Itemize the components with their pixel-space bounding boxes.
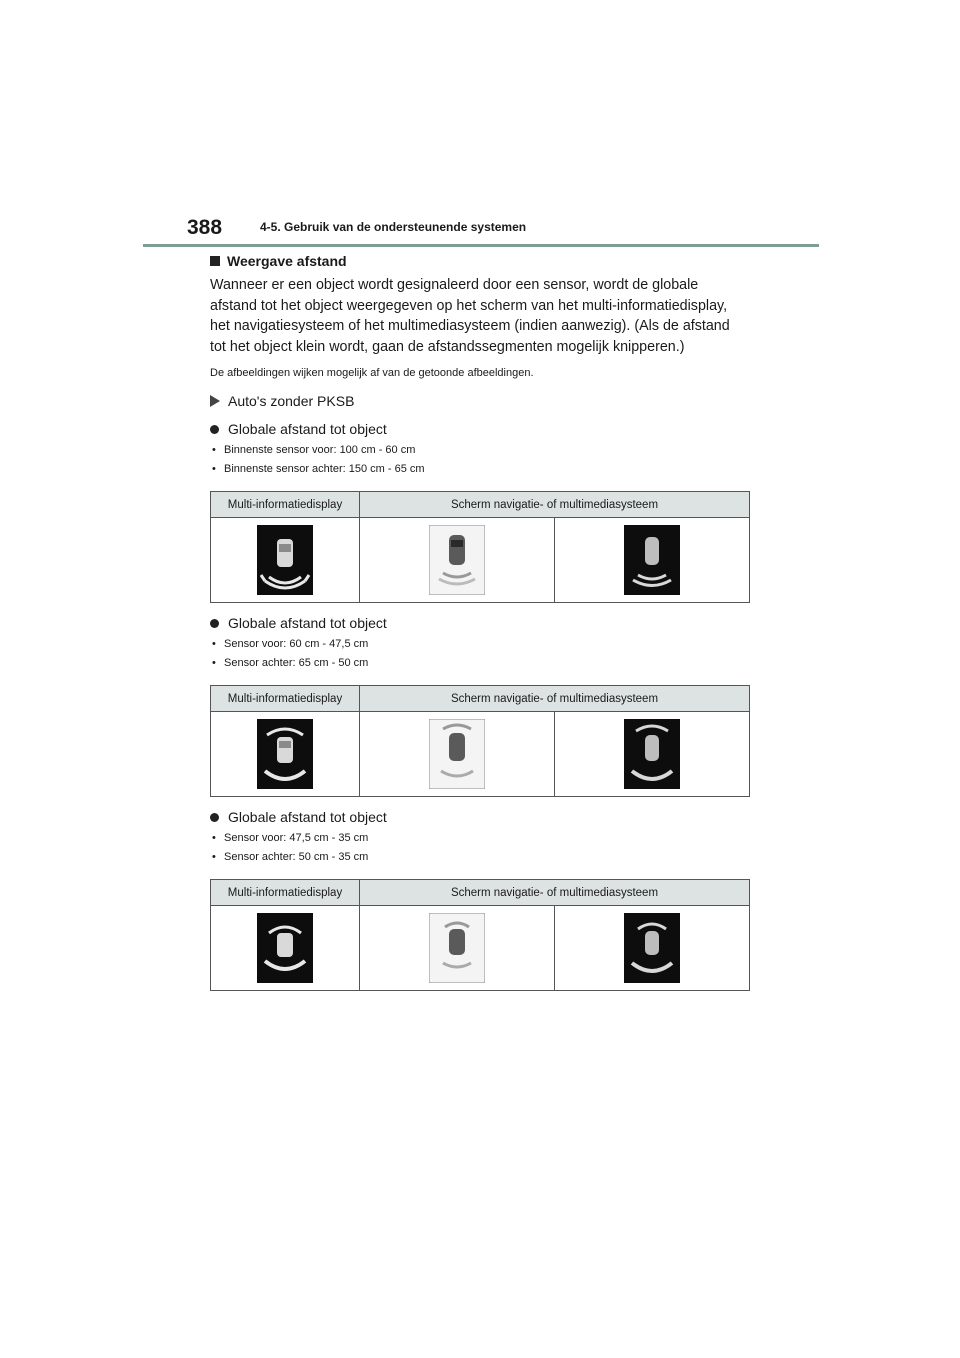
- navigation-cell-dark: [555, 712, 750, 797]
- range-item: • Binnenste sensor achter: 150 cm - 65 cm: [212, 463, 425, 475]
- header-navigation: Scherm navigatie- of multimediasysteem: [360, 880, 750, 906]
- intro-line: afstand tot het object weergegeven op het scherm van het multi-informatiedisplay,: [210, 297, 728, 314]
- range-item: • Sensor voor: 60 cm - 47,5 cm: [212, 638, 369, 650]
- display-table: [210, 685, 750, 797]
- group-heading: [210, 421, 770, 437]
- display-table: [210, 491, 750, 603]
- range-item: • Sensor achter: 50 cm - 35 cm: [212, 851, 369, 863]
- range-item: • Sensor voor: 47,5 cm - 35 cm: [212, 832, 369, 844]
- range-text: Sensor voor: 47,5 cm - 35 cm: [224, 832, 369, 844]
- multi-info-cell: [211, 518, 360, 603]
- intro-line: Wanneer er een object wordt gesignaleerd door een sensor, wordt de globale: [210, 277, 699, 293]
- navigation-display-image: [429, 719, 485, 789]
- header-navigation: Scherm navigatie- of multimediasysteem: [360, 686, 750, 712]
- main-content: [210, 253, 770, 991]
- navigation-display-image: [429, 525, 485, 595]
- intro-line: het navigatiesysteem of het multimediasysteem (indien aanwezig). (Als de afstand: [210, 318, 730, 334]
- intro-line: tot het object klein wordt, gaan de afstandssegmenten mogelijk knipperen.): [210, 338, 685, 355]
- header-navigation: Scherm navigatie- of multimediasysteem: [360, 492, 750, 518]
- page-header: [143, 212, 819, 244]
- variant-heading: [210, 393, 770, 409]
- round-bullet-icon: [210, 813, 219, 822]
- page-number: 388: [187, 216, 223, 239]
- navigation-cell-light: [360, 712, 555, 797]
- square-bullet-icon: [210, 256, 220, 266]
- navigation-cell-dark: [555, 518, 750, 603]
- group-title: Globale afstand tot object: [228, 809, 387, 825]
- multi-info-cell: [211, 906, 360, 991]
- group-title: Globale afstand tot object: [228, 421, 387, 437]
- header-multi-info: Multi-informatiedisplay: [211, 492, 360, 518]
- arrow-right-icon: [210, 395, 220, 407]
- round-bullet-icon: [210, 619, 219, 628]
- navigation-display-image: [429, 913, 485, 983]
- header-multi-info: Multi-informatiedisplay: [211, 686, 360, 712]
- multi-info-display-image: [257, 525, 313, 595]
- navigation-display-image: [624, 719, 680, 789]
- multi-info-display-image: [257, 913, 313, 983]
- navigation-cell-dark: [555, 906, 750, 991]
- navigation-cell-light: [360, 906, 555, 991]
- navigation-display-image: [624, 525, 680, 595]
- multi-info-cell: [211, 712, 360, 797]
- chapter-title: 4-5. Gebruik van de ondersteunende systemen: [260, 220, 527, 234]
- navigation-display-image: [624, 913, 680, 983]
- group-heading: [210, 809, 770, 825]
- round-bullet-icon: [210, 425, 219, 434]
- range-text: Binnenste sensor voor: 100 cm - 60 cm: [224, 444, 416, 456]
- range-text: Sensor achter: 50 cm - 35 cm: [224, 851, 369, 863]
- range-text: Sensor achter: 65 cm - 50 cm: [224, 657, 369, 669]
- display-table: [210, 879, 750, 991]
- range-item: • Sensor achter: 65 cm - 50 cm: [212, 657, 369, 669]
- section-heading-text: Weergave afstand: [227, 253, 347, 269]
- range-item: • Binnenste sensor voor: 100 cm - 60 cm: [212, 444, 416, 456]
- navigation-cell-light: [360, 518, 555, 603]
- header-rule: [143, 244, 819, 247]
- image-note: De afbeeldingen wijken mogelijk af van de getoonde afbeeldingen.: [210, 367, 534, 379]
- range-text: Binnenste sensor achter: 150 cm - 65 cm: [224, 463, 425, 475]
- range-text: Sensor voor: 60 cm - 47,5 cm: [224, 638, 369, 650]
- section-heading: [210, 253, 770, 269]
- intro-paragraph: [210, 275, 770, 357]
- variant-label: Auto's zonder PKSB: [228, 393, 355, 409]
- header-multi-info: Multi-informatiedisplay: [211, 880, 360, 906]
- multi-info-display-image: [257, 719, 313, 789]
- group-heading: [210, 615, 770, 631]
- group-title: Globale afstand tot object: [228, 615, 387, 631]
